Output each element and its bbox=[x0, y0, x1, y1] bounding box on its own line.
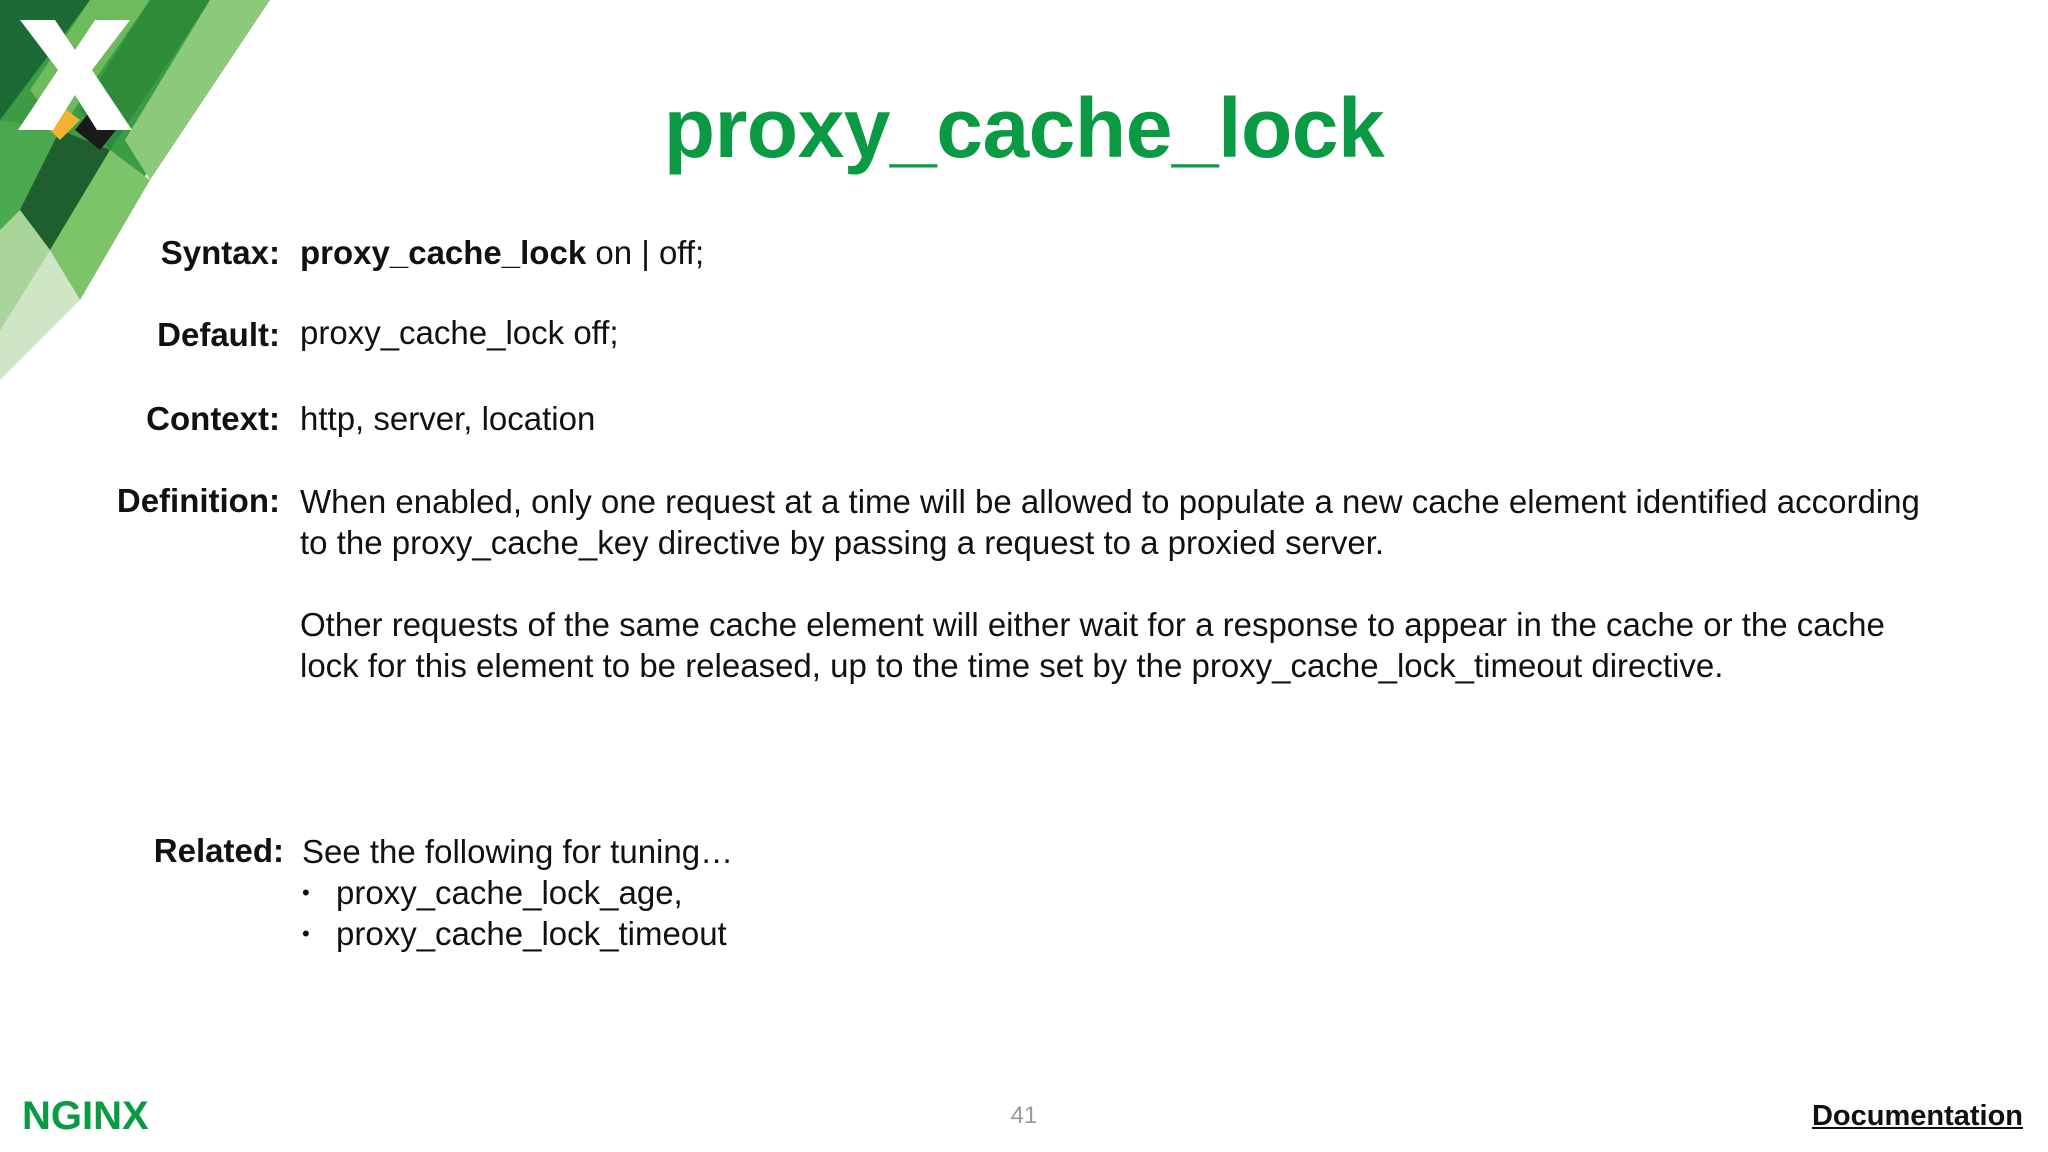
context-value: http, server, location bbox=[300, 400, 596, 437]
syntax-directive: proxy_cache_lock bbox=[300, 234, 587, 271]
logo-text: NGINX bbox=[22, 1094, 149, 1137]
context-label: Context: bbox=[146, 400, 280, 437]
nginx-logo-icon bbox=[22, 1093, 164, 1137]
default-value: proxy_cache_lock off; bbox=[300, 314, 619, 351]
definition-paragraph: Other requests of the same cache element will either wait for a response to appear in the cache or the cache lock for this element to be released, up to the time set by the proxy_cache_lock_timeout directive. bbox=[300, 606, 1885, 684]
related-value bbox=[302, 831, 733, 954]
page-title: proxy_cache_lock bbox=[663, 81, 1385, 175]
page-number: 41 bbox=[1010, 1102, 1038, 1129]
related-list bbox=[302, 872, 733, 954]
syntax-value bbox=[300, 232, 704, 273]
related-label: Related: bbox=[153, 832, 284, 869]
definition-value bbox=[300, 481, 1920, 686]
related-item[interactable]: • proxy_cache_lock_age, bbox=[302, 872, 733, 913]
definition-label: Definition: bbox=[116, 482, 280, 519]
syntax-args: on | off; bbox=[586, 234, 705, 271]
related-item[interactable]: • proxy_cache_lock_timeout bbox=[302, 913, 733, 954]
documentation-link[interactable]: Documentation bbox=[1811, 1100, 2023, 1132]
related-intro: See the following for tuning… bbox=[302, 833, 734, 870]
syntax-label: Syntax: bbox=[160, 234, 280, 271]
default-label: Default: bbox=[157, 316, 280, 353]
definition-paragraph: When enabled, only one request at a time will be allowed to populate a new cache element identified according to the proxy_cache_key directive by passing a request to a proxied server. bbox=[300, 483, 1920, 561]
